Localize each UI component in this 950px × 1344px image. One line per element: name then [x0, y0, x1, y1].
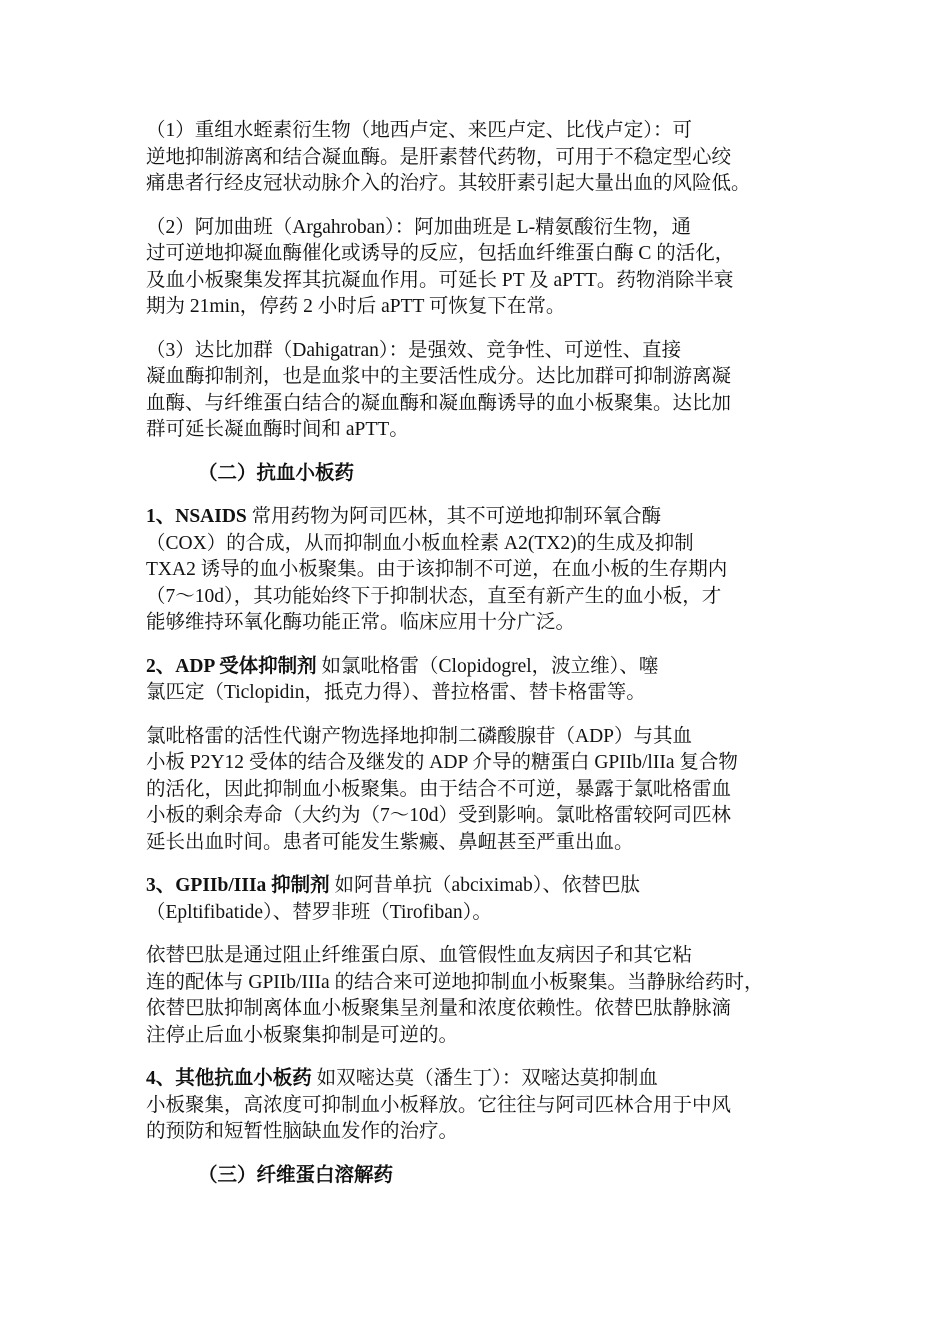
text-line: 注停止后血小板聚集抑制是可逆的。 — [146, 1024, 459, 1046]
item-lead: 2、ADP 受体抑制剂 — [146, 655, 317, 677]
item-text: 常用药物为阿司匹林，其不可逆地抑制环氧合酶 — [246, 506, 662, 527]
paragraph-hirudin — [146, 118, 816, 198]
text-line: 及血小板聚集发挥其抗凝血作用。可延长 PT 及 aPTT。药物消除半衰 — [146, 269, 734, 291]
text-line: 凝血酶抑制剂，也是血浆中的主要活性成分。达比加群可抑制游离凝 — [146, 366, 732, 387]
paragraph-clopidogrel — [146, 724, 816, 857]
text-line: （3）达比加群（Dahigatran）：是强效、竞争性、可逆性、直接 — [146, 339, 682, 361]
text-line: （2）阿加曲班（Argahroban）：阿加曲班是 L-精氨酸衍生物，通 — [146, 216, 692, 238]
text-line: （1）重组水蛭素衍生物（地西卢定、来匹卢定、比伐卢定）：可 — [146, 120, 693, 141]
text-line: （COX）的合成，从而抑制血小板血栓素 A2(TX2)的生成及抑制 — [146, 532, 694, 554]
text-line: 氯吡格雷的活性代谢产物选择地抑制二磷酸腺苷（ADP）与其血 — [146, 725, 693, 747]
item-lead: 3、GPIIb/IIIa 抑制剂 — [146, 875, 330, 896]
paragraph-other-antiplatelet — [146, 1066, 816, 1146]
text-line: 的预防和短暂性脑缺血发作的治疗。 — [146, 1121, 459, 1142]
text-line: （Epltifibatide）、替罗非班（Tirofiban）。 — [146, 901, 492, 923]
item-text: 如双嘧达莫（潘生丁）：双嘧达莫抑制血 — [311, 1068, 658, 1089]
item-lead: 1、NSAIDS — [146, 506, 247, 527]
paragraph-gpiib-inhibitors — [146, 873, 816, 926]
text-line — [146, 504, 816, 531]
text-line: 氯匹定（Ticlopidin，抵克力得）、普拉格雷、替卡格雷等。 — [146, 682, 646, 703]
text-line: 延长出血时间。患者可能发生紫癜、鼻衄甚至严重出血。 — [146, 831, 634, 853]
paragraph-argatroban — [146, 215, 816, 321]
item-text: 如氯吡格雷（Clopidogrel，波立维）、噻 — [316, 655, 659, 677]
text-line: 连的配体与 GPIIb/IIIa 的结合来可逆地抑制血小板聚集。当静脉给药时， — [146, 971, 764, 993]
text-line — [146, 873, 816, 900]
document-page — [146, 118, 816, 1206]
paragraph-adp-inhibitors — [146, 654, 816, 707]
paragraph-eptifibatide — [146, 943, 816, 1049]
section-heading-fibrinolytic: （三）纤维蛋白溶解药 — [198, 1164, 394, 1186]
text-line: 群可延长凝血酶时间和 aPTT。 — [146, 419, 409, 440]
text-line: 过可逆地抑凝血酶催化或诱导的反应，包括血纤维蛋白酶 C 的活化， — [146, 243, 735, 264]
text-line: 依替巴肽是通过阻止纤维蛋白原、血管假性血友病因子和其它粘 — [146, 945, 693, 966]
text-line: TXA2 诱导的血小板聚集。由于该抑制不可逆，在血小板的生存期内 — [146, 559, 728, 580]
section-heading-antiplatelet: （二）抗血小板药 — [198, 462, 355, 484]
text-line: （7～10d），其功能始终下于抑制状态，直至有新产生的血小板，才 — [146, 585, 722, 607]
text-line — [146, 1066, 816, 1093]
text-line: 期为 21min，停药 2 小时后 aPTT 可恢复下在常。 — [146, 296, 566, 317]
paragraph-nsaids — [146, 504, 816, 637]
paragraph-dabigatran — [146, 338, 816, 444]
item-lead: 4、其他抗血小板药 — [146, 1068, 312, 1089]
text-line: 小板的剩余寿命（大约为（7～10d）受到影响。氯吡格雷较阿司匹林 — [146, 805, 732, 826]
text-line: 的活化，因此抑制血小板聚集。由于结合不可逆，暴露于氯吡格雷血 — [146, 778, 732, 800]
text-line: 逆地抑制游离和结合凝血酶。是肝素替代药物，可用于不稳定型心绞 — [146, 146, 732, 168]
item-text: 如阿昔单抗（abciximab）、依替巴肽 — [329, 875, 641, 896]
text-line: 小板聚集，高浓度可抑制血小板释放。它往往与阿司匹林合用于中风 — [146, 1094, 732, 1116]
text-line: 血酶、与纤维蛋白结合的凝血酶和凝血酶诱导的血小板聚集。达比加 — [146, 392, 732, 414]
text-line: 能够维持环氧化酶功能正常。临床应用十分广泛。 — [146, 612, 576, 633]
text-line: 痛患者行经皮冠状动脉介入的治疗。其较肝素引起大量出血的风险低。 — [146, 173, 751, 194]
text-line: 依替巴肽抑制离体血小板聚集呈剂量和浓度依赖性。依替巴肽静脉滴 — [146, 998, 732, 1019]
text-line: 小板 P2Y12 受体的结合及继发的 ADP 介导的糖蛋白 GPIIb/lIIa 复合物 — [146, 752, 738, 773]
text-line — [146, 654, 816, 681]
